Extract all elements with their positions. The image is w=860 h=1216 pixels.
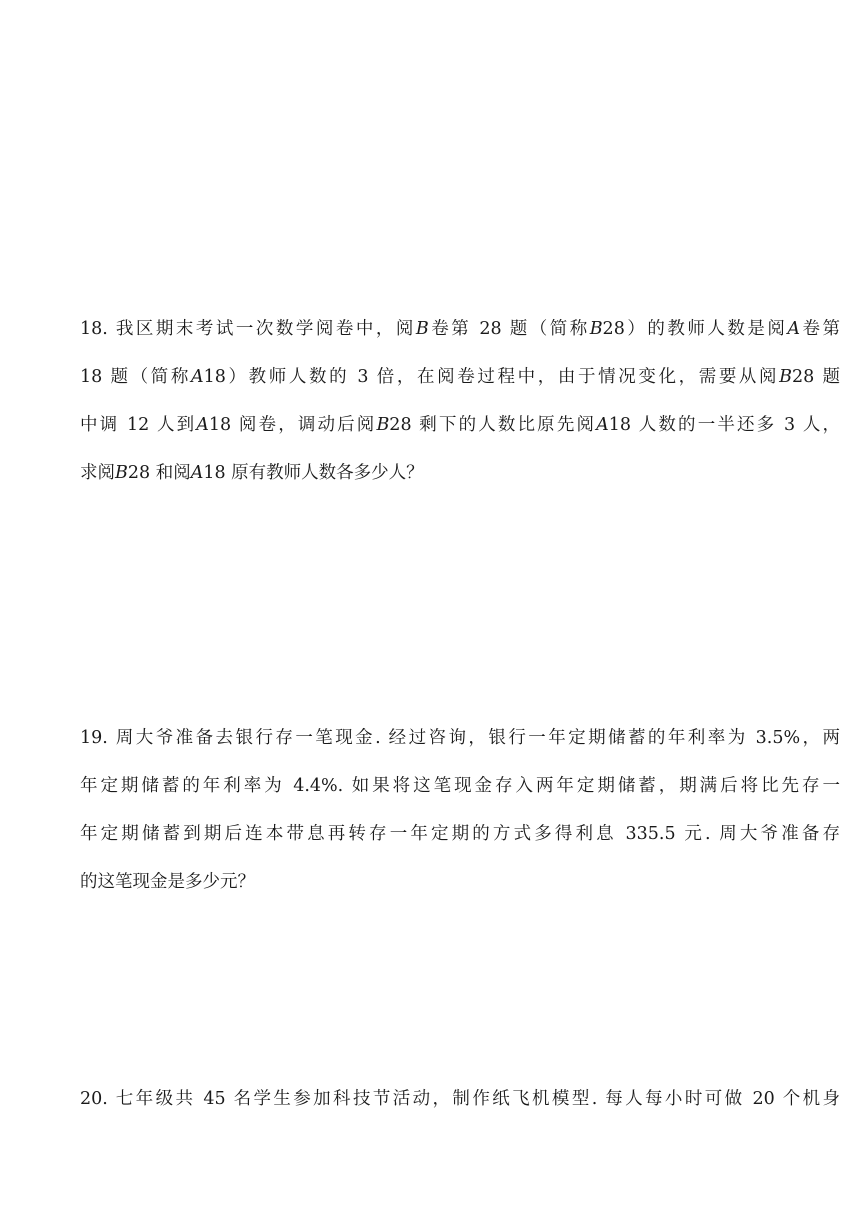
problem-18-line-4: 求阅𝐵28 和阅𝐴18 原有教师人数各多少人？ [80,463,424,483]
problem-19-line-2: 年定期储蓄的年利率为 4.4%. 如果将这笔现金存入两年定期储蓄，期满后将比先存一 [80,776,840,796]
problem-20-line-1: 20. 七年级共 45 名学生参加科技节活动，制作纸飞机模型. 每人每小时可做 20 个机身 [80,1089,840,1109]
problem-19 [80,714,840,906]
problem-19-line-4: 的这笔现金是多少元？ [80,872,255,892]
problem-18-line-2: 18 题（简称𝐴18）教师人数的 3 倍，在阅卷过程中，由于情况变化，需要从阅𝐵28 题 [80,367,840,387]
problem-19-line-3: 年定期储蓄到期后连本带息再转存一年定期的方式多得利息 335.5 元. 周大爷准备存 [80,824,840,844]
problem-18-line-1: 18. 我区期末考试一次数学阅卷中，阅𝐵卷第 28 题（简称𝐵28）的教师人数是阅𝐴卷第 [80,319,840,339]
problem-20 [80,1075,840,1123]
problem-18-line-3: 中调 12 人到𝐴18 阅卷，调动后阅𝐵28 剩下的人数比原先阅𝐴18 人数的一半还多 3 人， [80,415,840,435]
problem-18 [80,305,840,497]
problem-19-line-1: 19. 周大爷准备去银行存一笔现金. 经过咨询，银行一年定期储蓄的年利率为 3.5%，两 [80,728,840,748]
